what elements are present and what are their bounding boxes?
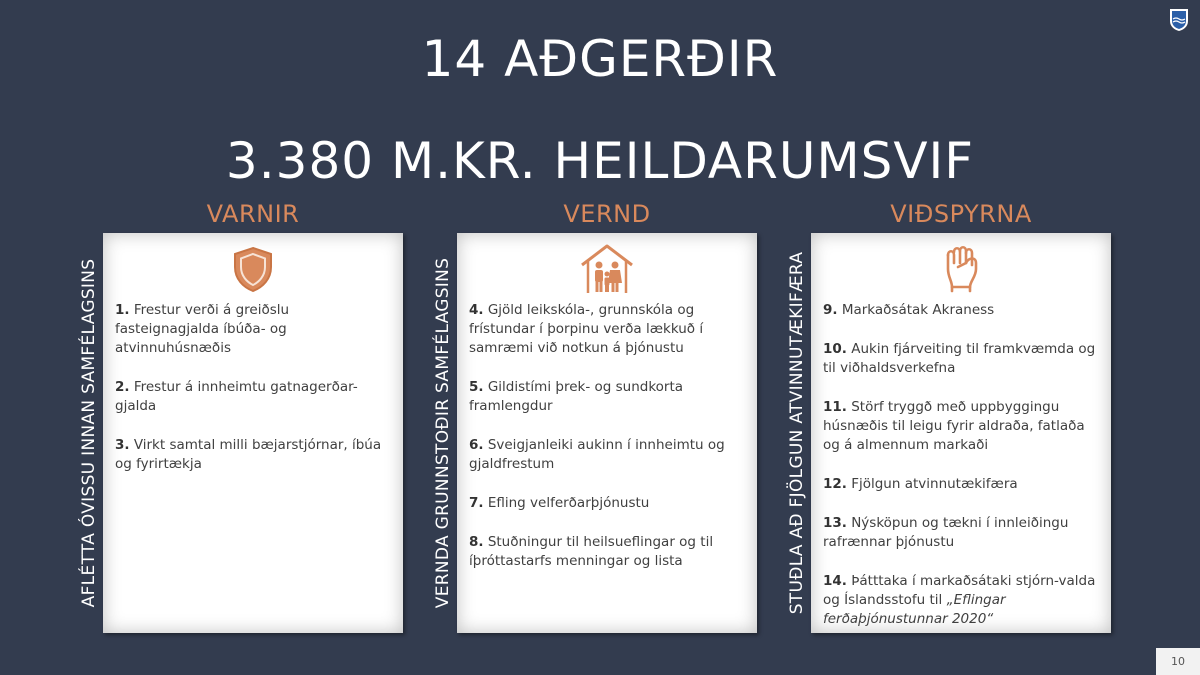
raised-fist-icon	[936, 241, 986, 293]
card-vidspyrna	[811, 233, 1111, 633]
column-heading-vidspyrna: VIÐSPYRNA	[890, 200, 1032, 228]
list-item: 11. Störf tryggð með uppbyggingu húsnæðis til leigu fyrir aldraða, fatlaða og á almennum markaði	[823, 399, 1085, 453]
crest-logo-icon	[1169, 8, 1189, 32]
page-subtitle: 3.380 M.KR. HEILDARUMSVIF	[225, 132, 975, 190]
card-varnir	[103, 233, 403, 633]
side-label-vidspyrna	[784, 233, 810, 633]
list-item: 4. Gjöld leikskóla-, grunnskóla og frístundar í þorpinu verða lækkuð í samræmi við notkun á þjónustu	[469, 302, 704, 356]
column-heading-varnir: VARNIR	[206, 200, 300, 228]
list-item: 9. Markaðsátak Akraness	[823, 302, 995, 318]
page-title: 14 AÐGERÐIR	[421, 30, 779, 88]
shield-icon	[230, 245, 276, 293]
list-item: 3. Virkt samtal milli bæjarstjórnar, íbúa og fyrirtækja	[115, 437, 382, 472]
family-house-icon	[579, 243, 635, 295]
card-vernd	[457, 233, 757, 633]
side-label-text: STUÐLA AÐ FJÖLGUN ATVINNUTÆKIFÆRA	[787, 251, 807, 615]
list-item: 6. Sveigjanleiki aukinn í innheimtu og gjaldfrestum	[469, 437, 725, 472]
list-item: 2. Frestur á innheimtu gatnagerðar-gjalda	[115, 379, 358, 414]
side-label-varnir	[76, 233, 102, 633]
list-item: 8. Stuðningur til heilsueflingar og til íþróttastarfs menningar og lista	[469, 534, 714, 569]
list-item: 13. Nýsköpun og tækni í innleiðingu rafrænnar þjónustu	[823, 515, 1069, 550]
column-heading-vernd: VERND	[563, 200, 651, 228]
side-label-text: AFLÉTTA ÓVISSU INNAN SAMFÉLAGSINS	[79, 258, 99, 608]
page-number: 10	[1156, 648, 1200, 675]
list-item: 14. Þátttaka í markaðsátaki stjórn-valda og Íslandsstofu til „Eflingar ferðaþjónustunnar 2020“	[823, 573, 1096, 627]
list-item: 1. Frestur verði á greiðslu fasteignagjalda íbúða- og atvinnuhúsnæðis	[115, 302, 290, 356]
list-item: 5. Gildistími þrek- og sundkorta framlengdur	[469, 379, 684, 414]
list-item: 7. Efling velferðarþjónustu	[469, 495, 650, 511]
side-label-text: VERNDA GRUNNSTOÐIR SAMFÉLAGSINS	[433, 257, 453, 609]
side-label-vernd	[430, 233, 456, 633]
list-item: 10. Aukin fjárveiting til framkvæmda og til viðhaldsverkefna	[823, 341, 1096, 376]
list-item: 12. Fjölgun atvinnutækifæra	[823, 476, 1018, 492]
